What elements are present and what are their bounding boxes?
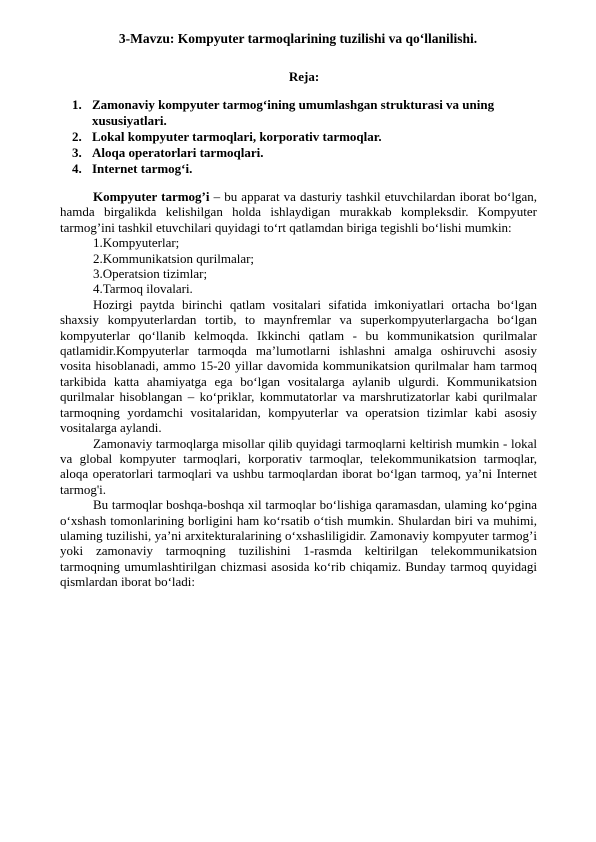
plan-item-number: 4. (72, 161, 82, 176)
plan-heading: Reja: (288, 69, 320, 84)
plan-item-number: 3. (72, 145, 82, 160)
intro-paragraph (60, 189, 537, 235)
intro-text: – bu apparat va dasturiy tashkil etuvchilardan iborat bo‘lgan, hamda birgalikda kelishilgan holda ishlaydigan murakkab kompleksdir. Kompyuter tarmog’ini tashkil etuvchilari quyidagi to‘rt qatlamdan biriga tegishli bo‘lishi mumkin: (60, 189, 537, 235)
document-body (60, 189, 537, 590)
body-paragraph: Hozirgi paytda birinchi qatlam vositalari sifatida imkoniyatlari ortacha bo‘lgan shaxsiy kompyuterlardan tortib, to maynfremlar va superkompyuterlargacha bo‘lgan kompyuterlar qo‘llanib kelmoqda. Ikkinchi qatlam - bu kommunikatsion qurilmalar qatlamidir.Kompyuterlar tarmoqda ma’lumotlarni ishlashni amalga oshiruvchi asosiy vosita hisoblanadi, ammo 15-20 yillar davomida kommunikatsion qurilmalar ham tarmoq tarkibida katta ahamiyatga ega bo‘lgan vositalarga aylanib ulgurdi. Kommunikatsion qurilmalar hisoblangan – ko‘priklar, kommutatorlar va marshrutizatorlar kabi qurilmalar tarmoqning yordamchi vositalaridan, kompyuterlar va operatsion tizimlar kabi asosiy vositalarga aylandi. (60, 296, 537, 436)
layer-item: 2.Kommunikatsion qurilmalar; (93, 250, 255, 266)
plan-item-number: 2. (72, 129, 82, 144)
body-paragraph: Bu tarmoqlar boshqa-boshqa xil tarmoqlar bo‘lishiga qaramasdan, ulaming ko‘pgina o‘xshash tomonlarining borligini ham ko‘rsatib o‘tish mumkin. Shulardan biri va muhimi, ulaming tuzilishi, ya’ni arxitekturalarining o‘xshasliligidir. Zamonaviy kompyuter tarmog’i yoki zamonaviy tarmoqning tuzilishini 1-rasmda keltirilgan telekommunikatsion tarmoqning umumlashtirilgan chizmasi asosida ko‘rib chiqamiz. Bunday tarmoq quyidagi qismlardan iborat bo‘ladi: (60, 497, 537, 590)
layer-item: 3.Operatsion tizimlar; (93, 266, 208, 282)
body-paragraph: Zamonaviy tarmoqlarga misollar qilib quyidagi tarmoqlarni keltirish mumkin - lokal va global kompyuter tarmoqlari, korporativ tarmoqlar, telekommunikatsion tarmoqlar, aloqa operatorlari tarmoqlari va ushbu tarmoqlardan iborat bo‘lgan tarmoq, ya’ni Internet tarmog'i. (60, 435, 537, 497)
document-title: 3-Mavzu: Kompyuter tarmoqlarining tuzilishi va qo‘llanilishi. (118, 31, 478, 46)
plan-item (72, 161, 542, 177)
plan-item-number: 1. (72, 97, 82, 112)
plan-item (72, 97, 542, 129)
plan-item (72, 145, 542, 161)
plan-item (72, 129, 542, 145)
plan-item-text: Aloqa operatorlari tarmoqlari. (92, 145, 264, 160)
layer-item: 1.Kompyuterlar; (93, 235, 180, 251)
plan-item-text: Internet tarmog‘i. (92, 161, 193, 176)
plan-item-text: Lokal kompyuter tarmoqlari, korporativ tarmoqlar. (92, 129, 382, 144)
term-kompyuter-tarmogi: Kompyuter tarmog’i (93, 189, 210, 204)
layer-item: 4.Tarmoq ilovalari. (93, 281, 193, 297)
plan-list (72, 97, 542, 177)
plan-item-text: Zamonaviy kompyuter tarmog‘ining umumlashgan strukturasi va uning xususiyatlari. (92, 97, 495, 128)
